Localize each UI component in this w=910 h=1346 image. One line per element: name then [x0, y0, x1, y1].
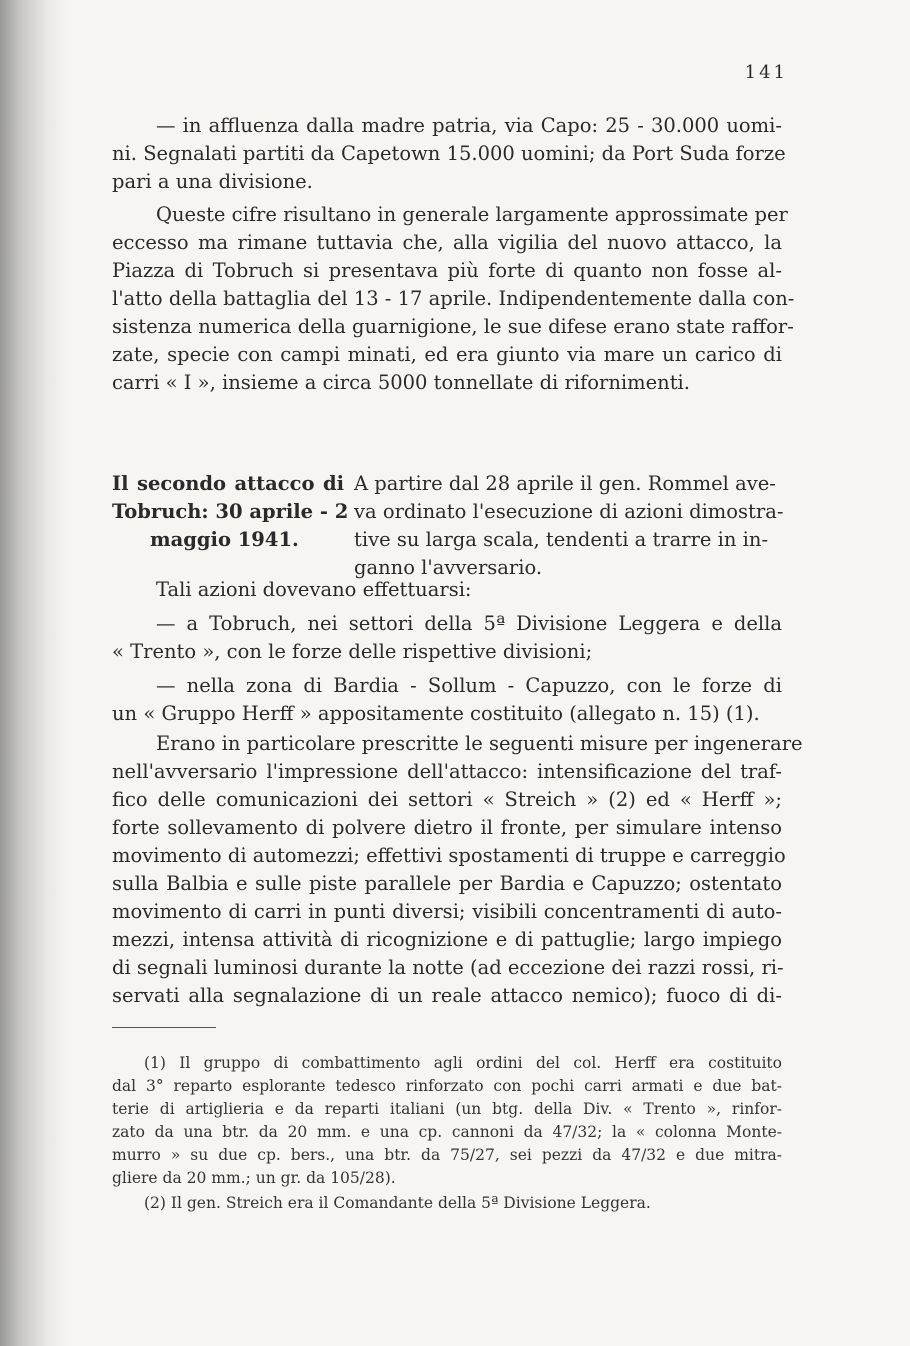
text-line: Queste cifre risultano in generale largamente approssimate per [156, 203, 788, 226]
paragraph-4 [112, 730, 803, 1010]
text-line: sistenza numerica della guarnigione, le sue difese erano state raffor- [112, 315, 794, 338]
text-line: sulla Balbia e sulle piste parallele per Bardia e Capuzzo; ostentato [112, 872, 782, 895]
paragraph-3 [112, 576, 782, 728]
text-line: A partire dal 28 aprile il gen. Rommel ave- [354, 472, 776, 495]
text-line: eccesso ma rimane tuttavia che, alla vigilia del nuovo attacco, la [112, 231, 782, 254]
text-line: ni. Segnalati partiti da Capetown 15.000 uomini; da Port Suda forze [112, 142, 786, 165]
text-line: mezzi, intensa attività di ricognizione e di pattuglie; largo impiego [112, 928, 782, 951]
text-line: fico delle comunicazioni dei settori « Streich » (2) ed « Herff »; [112, 788, 782, 811]
text-line: Erano in particolare prescritte le seguenti misure per ingenerare [156, 732, 803, 755]
text-line: nell'avversario l'impressione dell'attacco: intensificazione del traf- [112, 760, 782, 783]
text-line: Tali azioni dovevano effettuarsi: [156, 578, 472, 601]
text-line: zate, specie con campi minati, ed era giunto via mare un carico di [112, 343, 782, 366]
footnote-2: (2) Il gen. Streich era il Comandante della 5ª Divisione Leggera. [144, 1194, 651, 1212]
footnote-line: murro » su due cp. bers., una btr. da 75/27, sei pezzi da 47/32 e due mitra- [112, 1146, 782, 1164]
section-intro [354, 470, 784, 582]
text-line: va ordinato l'esecuzione di azioni dimostra- [354, 500, 784, 523]
text-line: l'atto della battaglia del 13 - 17 aprile. Indipendentemente dalla con- [112, 287, 795, 310]
text-line: forte sollevamento di polvere dietro il fronte, per simulare intenso [112, 816, 782, 839]
section-title-line: Tobruch: 30 aprile - 2 [112, 500, 349, 523]
section-title [112, 470, 349, 554]
paragraph-2 [112, 201, 795, 397]
text-line: servati alla segnalazione di un reale attacco nemico); fuoco di di- [112, 984, 782, 1007]
text-line: carri « I », insieme a circa 5000 tonnellate di rifornimenti. [112, 371, 690, 394]
footnote-line: terie di artiglieria e da reparti italiani (un btg. della Div. « Trento », rinfor- [112, 1100, 782, 1118]
section-title-line: maggio 1941. [150, 528, 299, 551]
footnotes [112, 1052, 782, 1215]
text-line: Piazza di Tobruch si presentava più forte di quanto non fosse al- [112, 259, 782, 282]
text-line: ganno l'avversario. [354, 556, 543, 579]
text-line: di segnali luminosi durante la notte (ad eccezione dei razzi rossi, ri- [112, 956, 784, 979]
scan-edge-shadow [0, 0, 70, 1346]
text-line: — a Tobruch, nei settori della 5ª Divisione Leggera e della [156, 612, 782, 635]
section-title-line: Il secondo attacco di [112, 472, 344, 495]
text-line: « Trento », con le forze delle rispettive divisioni; [112, 640, 593, 663]
footnote-line: (1) Il gruppo di combattimento agli ordini del col. Herff era costituito [144, 1054, 782, 1072]
text-line: movimento di automezzi; effettivi spostamenti di truppe e carreggio [112, 844, 786, 867]
text-line: tive su larga scala, tendenti a trarre in in- [354, 528, 769, 551]
text-line: pari a una divisione. [112, 170, 313, 193]
page-number: 141 [744, 62, 788, 83]
paragraph-1 [112, 112, 786, 196]
footnote-line: zato da una btr. da 20 mm. e una cp. cannoni da 47/32; la « colonna Monte- [112, 1123, 782, 1141]
text-line: un « Gruppo Herff » appositamente costituito (allegato n. 15) (1). [112, 702, 760, 725]
text-line: — in affluenza dalla madre patria, via Capo: 25 - 30.000 uomi- [156, 114, 782, 137]
footnote-line: gliere da 20 mm.; un gr. da 105/28). [112, 1169, 396, 1187]
text-line: — nella zona di Bardia - Sollum - Capuzzo, con le forze di [156, 674, 782, 697]
text-line: movimento di carri in punti diversi; visibili concentramenti di auto- [112, 900, 782, 923]
footnote-line: dal 3° reparto esplorante tedesco rinforzato con pochi carri armati e due bat- [112, 1077, 782, 1095]
footnote-divider [112, 1027, 216, 1028]
